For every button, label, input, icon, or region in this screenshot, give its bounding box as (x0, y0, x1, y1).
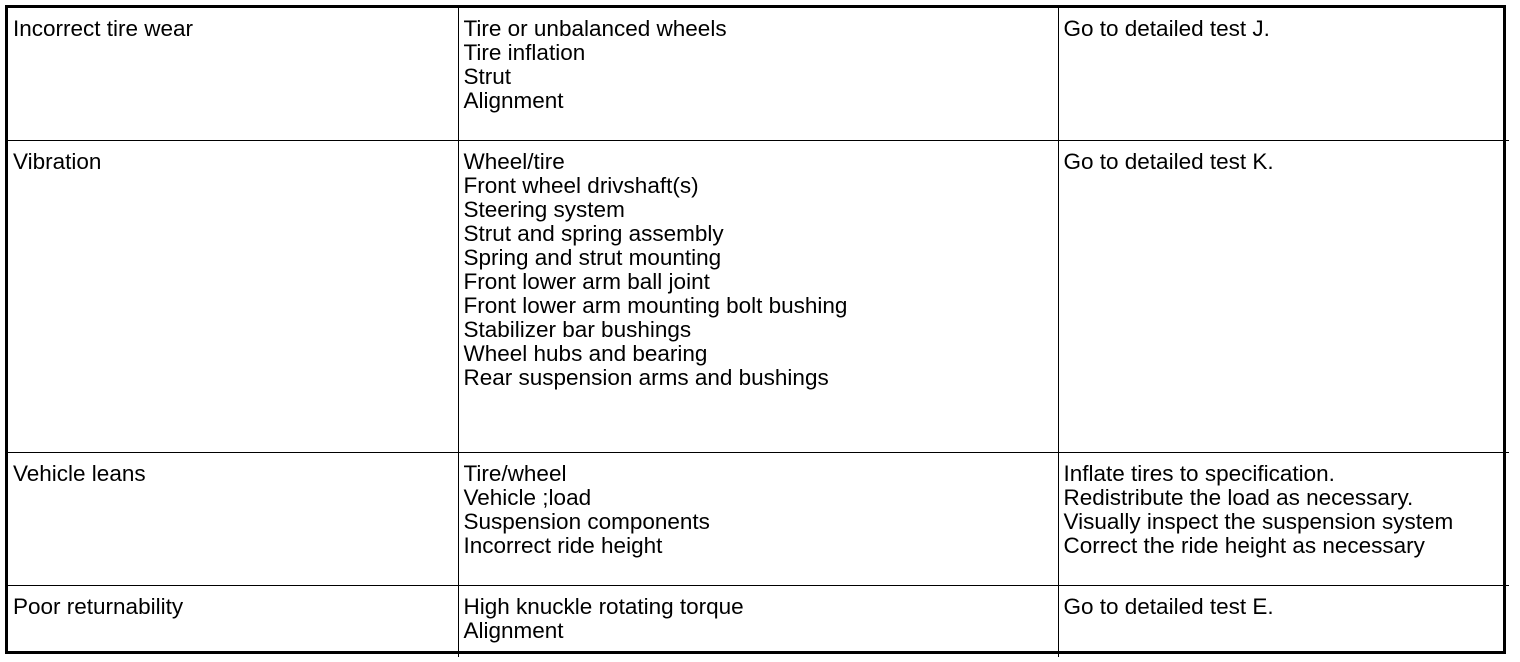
cause-item: Front wheel drivshaft(s) (463, 172, 699, 198)
symptom-chart (8, 8, 1509, 657)
cause-item: Alignment (463, 617, 564, 643)
cause-item: Rear suspension arms and bushings (463, 364, 829, 390)
diagnosis-table (5, 5, 1506, 654)
cause-item: Strut and spring assembly (463, 220, 724, 246)
cause-item: Wheel hubs and bearing (463, 340, 708, 366)
cause-item: Strut (463, 64, 512, 89)
action-item: Go to detailed test J. (1063, 16, 1270, 41)
condition-text: Poor returnability (13, 593, 184, 619)
cause-cell (458, 140, 1058, 452)
action-item: Visually inspect the suspension system (1063, 508, 1454, 534)
cause-item: Spring and strut mounting (463, 244, 722, 270)
action-item: Redistribute the load as necessary. (1063, 484, 1414, 510)
condition-text: Vehicle leans (13, 460, 146, 486)
cause-item: Tire inflation (463, 40, 586, 65)
condition-text: Vibration (13, 148, 102, 174)
condition-cell (8, 140, 458, 452)
condition-cell (8, 452, 458, 585)
action-item: Go to detailed test K. (1063, 148, 1274, 174)
cause-cell (458, 585, 1058, 657)
cause-item: Tire or unbalanced wheels (463, 16, 727, 41)
cause-item: Stabilizer bar bushings (463, 316, 692, 342)
action-item: Correct the ride height as necessary (1063, 532, 1425, 558)
action-item: Inflate tires to specification. (1063, 460, 1335, 486)
cause-item: Wheel/tire (463, 148, 565, 174)
action-cell (1058, 140, 1509, 452)
cause-item: High knuckle rotating torque (463, 593, 744, 619)
cause-item: Suspension components (463, 508, 710, 534)
cause-item: Incorrect ride height (463, 532, 663, 558)
table-row (8, 452, 1509, 585)
cause-cell (458, 452, 1058, 585)
cause-item: Front lower arm ball joint (463, 268, 710, 294)
condition-text: Incorrect tire wear (13, 16, 194, 41)
cause-item: Alignment (463, 88, 564, 113)
action-cell (1058, 452, 1509, 585)
cause-item: Front lower arm mounting bolt bushing (463, 292, 848, 318)
condition-cell (8, 585, 458, 657)
cause-item: Steering system (463, 196, 625, 222)
action-item: Go to detailed test E. (1063, 593, 1274, 619)
condition-cell (8, 8, 458, 140)
table-row (8, 140, 1509, 452)
action-cell (1058, 8, 1509, 140)
action-cell (1058, 585, 1509, 657)
table-row (8, 8, 1509, 140)
cause-item: Vehicle ;load (463, 484, 592, 510)
cause-cell (458, 8, 1058, 140)
cause-item: Tire/wheel (463, 460, 567, 486)
table-row (8, 585, 1509, 657)
table-body (8, 8, 1509, 657)
